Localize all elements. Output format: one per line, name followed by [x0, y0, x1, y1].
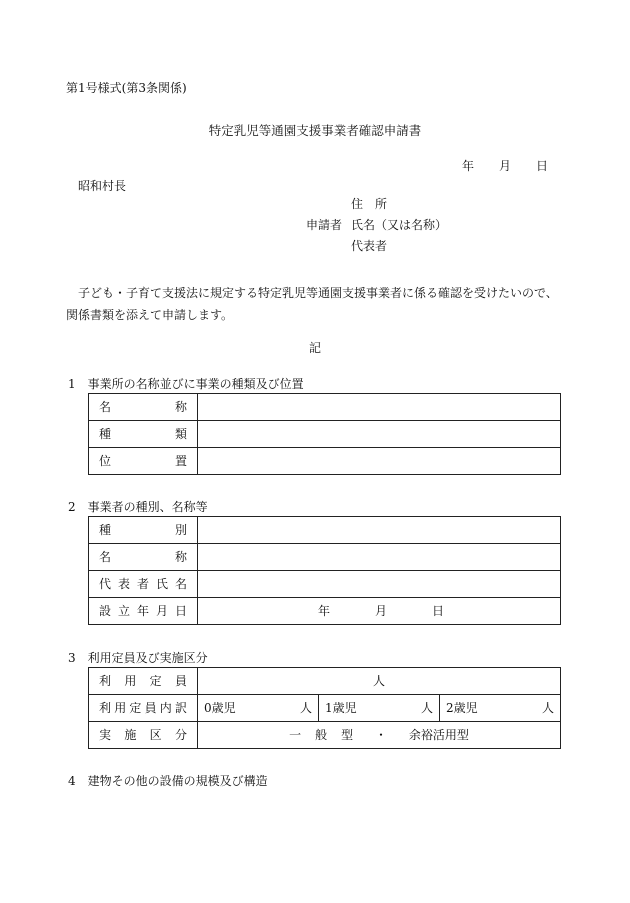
age2-block[interactable]: [440, 695, 560, 721]
section3-table: [88, 667, 561, 749]
table-row: [89, 571, 561, 598]
representative-name-field[interactable]: [198, 571, 561, 598]
applicant-address-label: 住 所: [351, 197, 388, 211]
establishment-year-label: 年: [318, 604, 331, 618]
row-label: 利用定員内訳: [89, 695, 198, 722]
section4-heading: 4 建物その他の設備の規模及び構造: [68, 774, 268, 788]
section2-table: [88, 516, 561, 625]
row-label: 種別: [89, 517, 198, 544]
section1-heading: 1 事業所の名称並びに事業の種類及び位置: [68, 377, 304, 391]
establishment-date-field[interactable]: [198, 598, 561, 625]
age0-label: 0歳児: [204, 701, 236, 715]
date-day: 日: [536, 159, 549, 173]
row-label: 位置: [89, 448, 198, 475]
age2-label: 2歳児: [446, 701, 478, 715]
business-type-field[interactable]: [198, 421, 561, 448]
applicant-name-label: 氏名（又は名称）: [351, 218, 448, 232]
applicant-role-label: 申請者: [306, 218, 343, 232]
table-row: [89, 394, 561, 421]
form-number: 第1号様式(第3条関係): [66, 81, 187, 95]
age1-unit: 人: [420, 701, 433, 715]
section1-table: [88, 393, 561, 475]
table-row: [89, 517, 561, 544]
capacity-breakdown: [198, 695, 561, 722]
table-row: [89, 421, 561, 448]
capacity-unit: 人: [372, 674, 385, 688]
category-separator: ・: [374, 728, 387, 742]
section2-heading: 2 事業者の種別、名称等: [68, 500, 208, 514]
section3-heading: 3 利用定員及び実施区分: [68, 651, 208, 665]
date-year: 年: [462, 159, 475, 173]
document-title: 特定乳児等通園支援事業者確認申請書: [208, 123, 422, 138]
capacity-field[interactable]: [198, 668, 561, 695]
row-label: 実施区分: [89, 722, 198, 749]
addressee: 昭和村長: [78, 179, 127, 193]
operator-name-field[interactable]: [198, 544, 561, 571]
category-field[interactable]: [198, 722, 561, 749]
row-label: 種類: [89, 421, 198, 448]
table-row: [89, 448, 561, 475]
row-label: 名称: [89, 544, 198, 571]
ki-heading: 記: [308, 341, 321, 355]
row-label: 代表者氏名: [89, 571, 198, 598]
table-row: [89, 695, 561, 722]
age1-label: 1歳児: [325, 701, 357, 715]
age0-block[interactable]: [198, 695, 319, 721]
row-label: 設立年月日: [89, 598, 198, 625]
establishment-month-label: 月: [374, 604, 387, 618]
table-row: [89, 722, 561, 749]
application-statement: 子ども・子育て支援法に規定する特定乳児等通園支援事業者に係る確認を受けたいので、関係書類を添えて申請します。: [66, 286, 558, 322]
date-month: 月: [499, 159, 512, 173]
age2-unit: 人: [541, 701, 554, 715]
age0-unit: 人: [299, 701, 312, 715]
operator-type-field[interactable]: [198, 517, 561, 544]
age1-block[interactable]: [319, 695, 440, 721]
location-field[interactable]: [198, 448, 561, 475]
applicant-representative-label: 代表者: [351, 239, 388, 253]
category-general[interactable]: 一般型: [289, 728, 368, 742]
table-row: [89, 544, 561, 571]
facility-name-field[interactable]: [198, 394, 561, 421]
table-row: [89, 598, 561, 625]
row-label: 利用定員: [89, 668, 198, 695]
table-row: [89, 668, 561, 695]
row-label: 名称: [89, 394, 198, 421]
category-surplus[interactable]: 余裕活用型: [408, 728, 469, 742]
establishment-day-label: 日: [431, 604, 444, 618]
